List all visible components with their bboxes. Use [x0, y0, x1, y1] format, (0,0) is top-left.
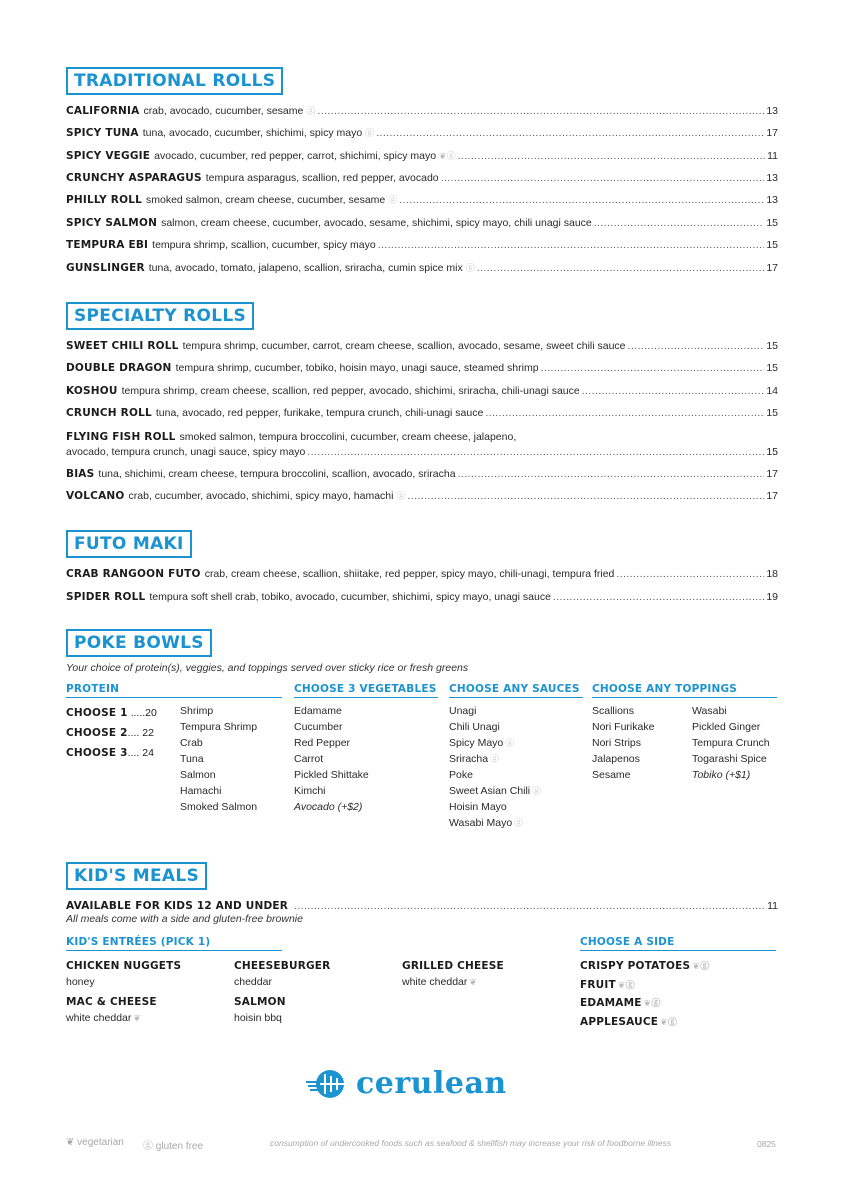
item-price: 14: [766, 385, 778, 397]
list-item: Pickled Ginger: [692, 721, 761, 733]
menu-item: [66, 489, 778, 503]
health-warning: consumption of undercooked foods such as seafood & shellfish may increase your risk of foodborne illness: [270, 1138, 672, 1148]
fish-logo-icon: [306, 1068, 350, 1100]
list-item: Unagi: [449, 705, 477, 717]
leader-dots: [317, 104, 764, 118]
item-description: tempura soft shell crab, tobiko, avocado, cucumber, shichimi, spicy mayo, unagi sauce: [149, 591, 551, 603]
item-name: SWEET CHILI ROLL: [66, 340, 179, 352]
leader-dots: [307, 445, 764, 459]
item-description: tempura shrimp, cucumber, carrot, cream cheese, scallion, avocado, sesame, sweet chili sauce: [182, 340, 626, 352]
item-price: 19: [766, 591, 778, 603]
item-price: 11: [767, 150, 778, 162]
item-description: salmon, cream cheese, cucumber, avocado, sesame, shichimi, spicy mayo, chili unagi sauce: [161, 217, 592, 229]
item-price: 15: [766, 239, 778, 251]
entree-name: CHEESEBURGER: [234, 960, 331, 972]
list-item: Sweet Asian Chili ⓖ: [449, 785, 542, 797]
leader-dots: [553, 590, 764, 604]
item-name: AVAILABLE FOR KIDS 12 AND UNDER: [66, 900, 289, 912]
sauces-list: [449, 703, 541, 831]
menu-item: [66, 339, 778, 353]
item-name: SPICY TUNA: [66, 127, 139, 139]
item-description: crab, cream cheese, scallion, shiitake, red pepper, spicy mayo, chili-unagi, tempura fried: [204, 568, 615, 580]
menu-item: [66, 126, 778, 140]
menu-item: [66, 430, 778, 444]
list-item: Tempura Shrimp: [180, 721, 258, 733]
item-description: tempura shrimp, cream cheese, scallion, red pepper, avocado, shichimi, sriracha, chili-unagi sauce: [121, 385, 580, 397]
leader-dots: [582, 384, 765, 398]
legend-vegetarian: ❦ vegetarian: [66, 1137, 124, 1148]
vegetarian-icon: ❦: [133, 1013, 141, 1023]
item-description: tempura asparagus, scallion, red pepper, avocado: [205, 172, 439, 184]
list-item: Avocado (+$2): [294, 801, 363, 813]
toppings-list-1: [592, 703, 654, 783]
leader-dots: [628, 339, 765, 353]
gluten-free-icon: ⓖ: [396, 491, 406, 501]
item-name: SPICY VEGGIE: [66, 150, 151, 162]
list-item: Chili Unagi: [449, 721, 500, 733]
item-price: 17: [766, 490, 778, 502]
sides-list: [580, 958, 709, 1032]
item-name: BIAS: [66, 468, 95, 480]
gluten-free-icon: ⓖ: [514, 818, 524, 828]
list-item: Spicy Mayo ⓖ: [449, 737, 515, 749]
protein-list: [180, 703, 257, 815]
list-item: Sesame: [592, 769, 631, 781]
print-code: 0825: [757, 1139, 776, 1149]
entree-name: CHICKEN NUGGETS: [66, 960, 182, 972]
item-name: PHILLY ROLL: [66, 194, 142, 206]
entree-detail: honey: [66, 976, 95, 988]
list-item: Jalapenos: [592, 753, 640, 765]
choose-option: [66, 743, 157, 763]
vegetarian-gluten-free-icon: ❦ⓖ: [617, 980, 635, 991]
choose-label: CHOOSE 2: [66, 727, 128, 739]
item-price: 17: [766, 127, 778, 139]
leader-dots: ....: [127, 727, 143, 739]
choose-side-heading: CHOOSE A SIDE: [580, 936, 776, 951]
vegetables-heading: CHOOSE 3 VEGETABLES: [294, 683, 438, 698]
leader-dots: [541, 361, 765, 375]
list-item: Togarashi Spice: [692, 753, 767, 765]
leader-dots: [407, 489, 764, 503]
gluten-free-icon: ⓖ: [532, 786, 542, 796]
item-name: CRUNCHY ASPARAGUS: [66, 172, 202, 184]
leader-dots: [458, 149, 766, 163]
list-item: Carrot: [294, 753, 324, 765]
menu-item: [66, 149, 778, 163]
menu-item: [66, 361, 778, 375]
leader-dots: [441, 171, 765, 185]
list-item: Wasabi Mayo ⓖ: [449, 817, 524, 829]
leader-dots: [477, 261, 765, 275]
section-title-futo-maki: FUTO MAKI: [66, 530, 192, 558]
list-item: Kimchi: [294, 785, 326, 797]
side-item: EDAMAME ❦ⓖ: [580, 997, 661, 1009]
menu-item: [66, 238, 778, 252]
entree-name: GRILLED CHEESE: [402, 960, 504, 972]
item-name: TEMPURA EBI: [66, 239, 149, 251]
side-item: FRUIT ❦ⓖ: [580, 978, 635, 991]
vegetables-list: [294, 703, 369, 815]
section-title-traditional-rolls: TRADITIONAL ROLLS: [66, 67, 283, 95]
item-price: 17: [766, 468, 778, 480]
item-description: crab, cucumber, avocado, shichimi, spicy mayo, hamachi: [128, 490, 394, 502]
item-price: 17: [766, 262, 778, 274]
item-price: 15: [766, 446, 778, 458]
side-item: CRISPY POTATOES ❦ⓖ: [580, 960, 710, 972]
protein-price-list: [66, 703, 157, 763]
sauces-heading: CHOOSE ANY SAUCES: [449, 683, 583, 698]
item-name: GUNSLINGER: [66, 262, 145, 274]
item-price: 15: [766, 217, 778, 229]
toppings-list-2: [692, 703, 770, 783]
choose-price: 24: [142, 747, 154, 759]
item-description: smoked salmon, tempura broccolini, cucumber, cream cheese, jalapeno,: [179, 431, 517, 443]
menu-item: [66, 567, 778, 581]
vegetarian-icon: ❦: [469, 977, 477, 987]
entree-detail: hoisin bbq: [234, 1012, 282, 1024]
protein-heading: PROTEIN: [66, 683, 282, 698]
choose-price: 22: [142, 727, 154, 739]
list-item: Tuna: [180, 753, 204, 765]
menu-item: [66, 384, 778, 398]
item-description: tuna, avocado, tomato, jalapeno, scallion, sriracha, cumin spice mix: [148, 262, 463, 274]
list-item: Tobiko (+$1): [692, 769, 751, 781]
menu-item: [66, 216, 778, 230]
item-description: smoked salmon, cream cheese, cucumber, sesame: [146, 194, 386, 206]
legend-gluten-free: ⓖ gluten free: [143, 1141, 204, 1152]
leader-dots: ....: [127, 747, 143, 759]
item-description: avocado, cucumber, red pepper, carrot, shichimi, spicy mayo: [154, 150, 437, 162]
toppings-heading: CHOOSE ANY TOPPINGS: [592, 683, 777, 698]
menu-item: [66, 193, 778, 207]
list-item: Poke: [449, 769, 473, 781]
section-title-specialty-rolls: SPECIALTY ROLLS: [66, 302, 254, 330]
item-price: 15: [766, 407, 778, 419]
choose-option: [66, 723, 157, 743]
section-title-kids-meals: KID'S MEALS: [66, 862, 207, 890]
item-name: CRAB RANGOON FUTO: [66, 568, 201, 580]
gluten-free-icon: ⓖ: [505, 738, 515, 748]
kids-entrees-heading: KID'S ENTRÉES (PICK 1): [66, 936, 282, 951]
poke-intro: Your choice of protein(s), veggies, and toppings served over sticky rice or fresh greens: [66, 662, 469, 674]
vegetarian-gluten-free-icon: ❦ⓖ: [439, 151, 456, 161]
list-item: Crab: [180, 737, 203, 749]
leader-dots: [594, 216, 765, 230]
brand-logo: [306, 1066, 507, 1101]
kids-entree: [66, 958, 181, 990]
entree-detail: cheddar: [234, 976, 272, 988]
kids-entree: [402, 958, 504, 990]
item-price: 13: [766, 105, 778, 117]
vegetarian-gluten-free-icon: ❦ⓖ: [692, 962, 710, 972]
list-item: Sriracha ⓖ: [449, 753, 500, 765]
leader-dots: [378, 238, 765, 252]
list-item: Tempura Crunch: [692, 737, 770, 749]
gluten-free-icon: ⓖ: [490, 754, 500, 764]
list-item: Nori Furikake: [592, 721, 655, 733]
item-name: SPIDER ROLL: [66, 591, 146, 603]
list-item: Edamame: [294, 705, 342, 717]
gluten-free-icon: ⓖ: [465, 263, 475, 273]
item-description: avocado, tempura crunch, unagi sauce, spicy mayo: [66, 446, 306, 458]
list-item: Shrimp: [180, 705, 214, 717]
brand-name: cerulean: [356, 1066, 507, 1101]
menu-item: [66, 590, 778, 604]
item-name: DOUBLE DRAGON: [66, 362, 172, 374]
list-item: Pickled Shittake: [294, 769, 369, 781]
item-description: tuna, avocado, red pepper, furikake, tempura crunch, chili-unagi sauce: [155, 407, 484, 419]
kids-availability: [66, 899, 778, 913]
leader-dots: [458, 467, 765, 481]
vegetarian-icon: ❦: [66, 1137, 75, 1148]
gluten-free-icon: ⓖ: [143, 1141, 153, 1152]
choose-option: [66, 703, 157, 723]
list-item: Hamachi: [180, 785, 222, 797]
item-description: tuna, avocado, cucumber, shichimi, spicy mayo: [142, 127, 363, 139]
leader-dots: [399, 193, 764, 207]
item-name: KOSHOU: [66, 385, 118, 397]
choose-label: CHOOSE 1: [66, 707, 128, 719]
list-item: Cucumber: [294, 721, 343, 733]
item-price: 18: [766, 568, 778, 580]
side-item: APPLESAUCE ❦ⓖ: [580, 1015, 678, 1028]
choose-price: 20: [145, 707, 157, 719]
item-price: 15: [766, 362, 778, 374]
list-item: Scallions: [592, 705, 635, 717]
leader-dots: .....: [127, 707, 146, 719]
leader-dots: [376, 126, 764, 140]
menu-item: [66, 261, 778, 275]
kids-entree: [234, 958, 330, 990]
gluten-free-icon: ⓖ: [388, 195, 398, 205]
menu-item: [66, 406, 778, 420]
item-description: tempura shrimp, cucumber, tobiko, hoisin mayo, unagi sauce, steamed shrimp: [175, 362, 539, 374]
entree-detail: white cheddar ❦: [66, 1012, 141, 1024]
item-name: FLYING FISH ROLL: [66, 431, 176, 443]
list-item: Salmon: [180, 769, 216, 781]
choose-label: CHOOSE 3: [66, 747, 128, 759]
item-price: 13: [766, 194, 778, 206]
list-item: Wasabi: [692, 705, 727, 717]
entree-name: MAC & CHEESE: [66, 996, 157, 1008]
menu-item: [66, 104, 778, 118]
item-name: SPICY SALMON: [66, 217, 158, 229]
item-price: 11: [767, 900, 778, 912]
list-item: Hoisin Mayo: [449, 801, 507, 813]
leader-dots: [294, 899, 765, 913]
list-item: Red Pepper: [294, 737, 351, 749]
item-name: CRUNCH ROLL: [66, 407, 152, 419]
item-name: VOLCANO: [66, 490, 125, 502]
menu-item: [66, 171, 778, 185]
leader-dots: [616, 567, 764, 581]
leader-dots: [485, 406, 764, 420]
item-name: CALIFORNIA: [66, 105, 140, 117]
kids-entree: [234, 994, 286, 1026]
item-description: crab, avocado, cucumber, sesame: [143, 105, 304, 117]
entree-name: SALMON: [234, 996, 286, 1008]
section-title-poke-bowls: POKE BOWLS: [66, 629, 212, 657]
menu-item: [66, 467, 778, 481]
gluten-free-icon: ⓖ: [365, 128, 375, 138]
vegetarian-gluten-free-icon: ❦ⓖ: [643, 999, 661, 1009]
item-price: 13: [766, 172, 778, 184]
list-item: Nori Strips: [592, 737, 642, 749]
item-price: 15: [766, 340, 778, 352]
kids-note: All meals come with a side and gluten-free brownie: [66, 913, 303, 925]
gluten-free-icon: ⓖ: [306, 106, 316, 116]
item-description: tempura shrimp, scallion, cucumber, spicy mayo: [152, 239, 376, 251]
kids-entree: [66, 994, 157, 1026]
vegetarian-gluten-free-icon: ❦ⓖ: [660, 1017, 678, 1028]
list-item: Smoked Salmon: [180, 801, 258, 813]
item-description: tuna, shichimi, cream cheese, tempura broccolini, scallion, avocado, sriracha: [98, 468, 456, 480]
entree-detail: white cheddar ❦: [402, 976, 477, 988]
menu-item-continued: [66, 445, 778, 459]
